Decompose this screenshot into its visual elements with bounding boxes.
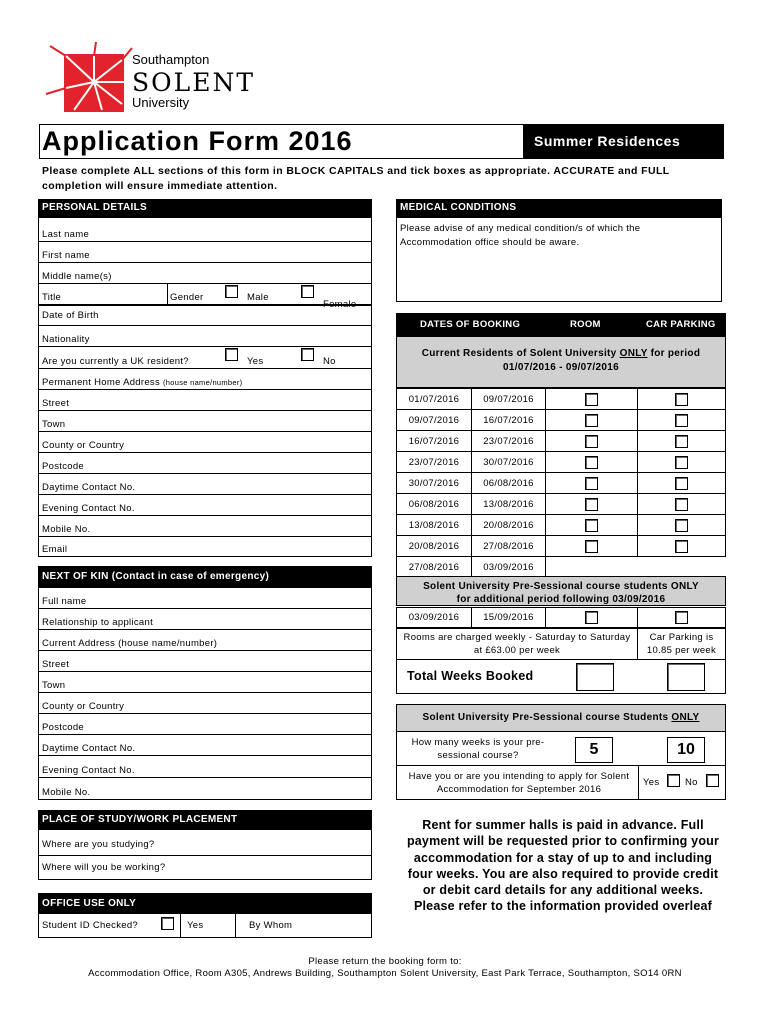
- evening-row[interactable]: [39, 495, 371, 516]
- presessional-students-banner: Solent University Pre-Sessional course Students ONLY: [396, 704, 726, 732]
- booking-car-cell: [637, 472, 726, 494]
- kin-relationship-label: Relationship to applicant: [42, 617, 154, 628]
- booking-from-date: 23/07/2016: [396, 451, 472, 473]
- postcode-row[interactable]: [39, 453, 371, 474]
- last-name-label: Last name: [42, 229, 90, 240]
- booking-room-checkbox[interactable]: [585, 414, 598, 427]
- booking-from-date: 09/07/2016: [396, 409, 472, 431]
- booking-from-date: 16/07/2016: [396, 430, 472, 452]
- kin-county-row[interactable]: [39, 693, 371, 714]
- total-weeks-section: [396, 660, 726, 694]
- col-dates: DATES OF BOOKING: [420, 319, 521, 330]
- car-rate-text: Car Parking is 10.85 per week: [646, 632, 717, 656]
- booking-car-cell: [637, 514, 726, 536]
- booking-to-date: 20/08/2016: [471, 514, 546, 536]
- office-section: [38, 914, 372, 938]
- id-checked-checkbox[interactable]: [161, 917, 174, 930]
- office-divider-1: [180, 914, 181, 937]
- solent-logo: [44, 40, 274, 112]
- car-rate-cell: [637, 628, 726, 660]
- uk-resident-no-label: No: [323, 356, 336, 367]
- town-row[interactable]: [39, 411, 371, 432]
- kin-address-label: Current Address (house name/number): [42, 638, 218, 649]
- mobile-label: Mobile No.: [42, 524, 91, 535]
- uk-resident-row: [39, 347, 371, 369]
- booking-room-checkbox[interactable]: [585, 456, 598, 469]
- booking-room-cell: [545, 514, 638, 536]
- presessional-car-checkbox[interactable]: [675, 611, 688, 624]
- first-name-label: First name: [42, 250, 90, 261]
- footer: [0, 956, 770, 980]
- street-row[interactable]: [39, 390, 371, 411]
- booking-room-cell: [545, 430, 638, 452]
- booking-room-cell: [545, 388, 638, 410]
- first-name-row[interactable]: [39, 242, 371, 263]
- studying-row[interactable]: [39, 830, 371, 856]
- presessional-apply-yes-checkbox[interactable]: [667, 774, 680, 787]
- rent-note: [404, 817, 722, 915]
- presessional-room-cell: [545, 607, 638, 628]
- presessional-apply-row: [396, 766, 726, 800]
- booking-room-cell: [545, 493, 638, 515]
- study-heading: [38, 810, 372, 830]
- booking-to-date: 16/07/2016: [471, 409, 546, 431]
- presessional-banner-title: Solent University Pre-Sessional course students ONLY for additional period following 03/09/2016: [423, 581, 699, 605]
- booking-to-date: 27/08/2016: [471, 535, 546, 557]
- page-title: Application Form 2016: [42, 126, 353, 156]
- presessional-weeks-10-box[interactable]: 10: [667, 737, 705, 763]
- booking-car-checkbox[interactable]: [675, 414, 688, 427]
- header-bar: [39, 124, 723, 159]
- booking-from-date: 27/08/2016: [396, 556, 472, 578]
- uk-resident-no-checkbox[interactable]: [301, 348, 314, 361]
- booking-from-date: 13/08/2016: [396, 514, 472, 536]
- next-of-kin-heading: [38, 566, 372, 588]
- kin-postcode-row[interactable]: [39, 714, 371, 735]
- male-label: Male: [247, 292, 269, 303]
- gender-label: Gender: [170, 292, 204, 303]
- male-checkbox[interactable]: [225, 285, 238, 298]
- medical-heading: [396, 199, 722, 218]
- booking-car-checkbox[interactable]: [675, 435, 688, 448]
- total-weeks-car-box[interactable]: [667, 663, 705, 691]
- booking-room-checkbox[interactable]: [585, 393, 598, 406]
- rent-note-overleaf: Please refer to the information provided overleaf: [413, 899, 713, 914]
- street-label: Street: [42, 398, 70, 409]
- office-title: OFFICE USE ONLY: [42, 898, 137, 909]
- kin-county-label: County or Country: [42, 701, 125, 712]
- home-address-label: Permanent Home Address (house name/number): [42, 377, 243, 388]
- starburst-logo-icon: [44, 40, 134, 112]
- kin-postcode-label: Postcode: [42, 722, 85, 733]
- id-checked-yes-label: Yes: [187, 920, 204, 931]
- title-divider: [167, 284, 168, 305]
- booking-to-date: 09/07/2016: [471, 388, 546, 410]
- booking-to-date: 30/07/2016: [471, 451, 546, 473]
- booking-car-cell: [637, 535, 726, 557]
- presessional-to: 15/09/2016: [471, 607, 546, 628]
- personal-details-heading: [38, 199, 372, 218]
- footer-line1: Please return the booking form to:: [308, 956, 462, 967]
- kin-daytime-label: Daytime Contact No.: [42, 743, 136, 754]
- kin-full-name-label: Full name: [42, 596, 87, 607]
- logo-line2: SOLENT: [132, 68, 256, 97]
- nationality-row[interactable]: [39, 326, 371, 347]
- uk-resident-yes-label: Yes: [247, 356, 264, 367]
- personal-details-section: [38, 218, 372, 557]
- booking-header: [396, 313, 726, 336]
- female-checkbox[interactable]: [301, 285, 314, 298]
- kin-street-row[interactable]: [39, 651, 371, 672]
- booking-room-cell: [545, 535, 638, 557]
- booking-to-date: 13/08/2016: [471, 493, 546, 515]
- middle-names-row[interactable]: [39, 263, 371, 284]
- booking-car-checkbox[interactable]: [675, 519, 688, 532]
- booking-room-checkbox[interactable]: [585, 540, 598, 553]
- intro-text: Please complete ALL sections of this form in BLOCK CAPITALS and tick boxes as appropriate. ACCURATE and FULL completion will ensure immediate attention.: [42, 165, 670, 192]
- presessional-weeks-question: How many weeks is your pre-sessional course?: [411, 737, 545, 761]
- presessional-car-cell: [637, 607, 726, 628]
- booking-room-cell: [545, 472, 638, 494]
- kin-street-label: Street: [42, 659, 70, 670]
- booking-car-cell: [637, 388, 726, 410]
- working-label: Where will you be working?: [42, 862, 166, 873]
- email-row[interactable]: [39, 537, 371, 557]
- current-residents-banner: [396, 336, 726, 388]
- kin-full-name-row[interactable]: [39, 588, 371, 609]
- presessional-apply-no-checkbox[interactable]: [706, 774, 719, 787]
- presessional-apply-divider: [638, 766, 639, 799]
- booking-car-cell: [637, 493, 726, 515]
- booking-from-date: 01/07/2016: [396, 388, 472, 410]
- booking-room-checkbox[interactable]: [585, 498, 598, 511]
- dob-row[interactable]: [39, 305, 371, 326]
- medical-text: Please advise of any medical condition/s of which the Accommodation office should be aware.: [400, 223, 641, 248]
- booking-room-cell: [545, 409, 638, 431]
- evening-label: Evening Contact No.: [42, 503, 135, 514]
- kin-address-row[interactable]: [39, 630, 371, 651]
- daytime-label: Daytime Contact No.: [42, 482, 136, 493]
- dob-label: Date of Birth: [42, 310, 99, 321]
- presessional-apply-question: Have you or are you intending to apply for Solent Accommodation for September 2016: [408, 771, 630, 795]
- total-weeks-room-box[interactable]: [576, 663, 614, 691]
- booking-car-checkbox[interactable]: [675, 540, 688, 553]
- study-title: PLACE OF STUDY/WORK PLACEMENT: [42, 814, 238, 825]
- kin-town-label: Town: [42, 680, 66, 691]
- daytime-row[interactable]: [39, 474, 371, 495]
- total-weeks-label: Total Weeks Booked: [407, 669, 534, 683]
- personal-details-title: PERSONAL DETAILS: [42, 202, 147, 213]
- booking-room-checkbox[interactable]: [585, 477, 598, 490]
- booking-car-cell: [637, 451, 726, 473]
- booking-car-checkbox[interactable]: [675, 477, 688, 490]
- col-car-parking: CAR PARKING: [646, 319, 716, 330]
- title-label: Title: [42, 292, 62, 303]
- kin-relationship-row[interactable]: [39, 609, 371, 630]
- uk-resident-label: Are you currently a UK resident?: [42, 356, 189, 367]
- county-label: County or Country: [42, 440, 125, 451]
- booking-room-checkbox[interactable]: [585, 435, 598, 448]
- presessional-from: 03/09/2016: [396, 607, 472, 628]
- presessional-weeks-5-box[interactable]: 5: [575, 737, 613, 763]
- county-row[interactable]: [39, 432, 371, 453]
- booking-to-date: 06/08/2016: [471, 472, 546, 494]
- logo-line1: Southampton: [132, 52, 210, 67]
- uk-resident-yes-checkbox[interactable]: [225, 348, 238, 361]
- working-row[interactable]: [39, 856, 371, 880]
- home-address-row[interactable]: [39, 369, 371, 390]
- mobile-row[interactable]: [39, 516, 371, 537]
- next-of-kin-section: [38, 588, 372, 800]
- presessional-banner: [396, 576, 726, 606]
- kin-mobile-label: Mobile No.: [42, 787, 91, 798]
- col-room: ROOM: [570, 319, 601, 330]
- medical-title: MEDICAL CONDITIONS: [400, 202, 517, 213]
- logo-line3: University: [132, 95, 190, 110]
- study-section: [38, 830, 372, 880]
- booking-from-date: 20/08/2016: [396, 535, 472, 557]
- kin-town-row[interactable]: [39, 672, 371, 693]
- current-residents-title: Current Residents of Solent University ONLY for period: [421, 348, 701, 359]
- booking-to-date: 03/09/2016: [471, 556, 546, 578]
- title-row: [39, 284, 371, 310]
- booking-from-date: 06/08/2016: [396, 493, 472, 515]
- booking-from-date: 30/07/2016: [396, 472, 472, 494]
- middle-names-label: Middle name(s): [42, 271, 112, 282]
- kin-mobile-row[interactable]: [39, 778, 371, 800]
- presessional-weeks-row: [396, 732, 726, 766]
- office-divider-2: [235, 914, 236, 937]
- office-heading: [38, 893, 372, 914]
- nationality-label: Nationality: [42, 334, 90, 345]
- room-rate-text: Rooms are charged weekly - Saturday to Saturday at £63.00 per week: [403, 632, 631, 656]
- room-rate-cell: [396, 628, 638, 660]
- female-label: Female: [323, 299, 357, 310]
- booking-car-checkbox[interactable]: [675, 456, 688, 469]
- by-whom-label: By Whom: [249, 920, 293, 931]
- footer-line2: Accommodation Office, Room A305, Andrews Building, Southampton Solent University, East Park Terrace, Southampton, SO14 0RN: [88, 968, 682, 979]
- kin-evening-row[interactable]: [39, 756, 371, 778]
- booking-car-checkbox[interactable]: [675, 498, 688, 511]
- booking-car-cell: [637, 430, 726, 452]
- booking-car-checkbox[interactable]: [675, 393, 688, 406]
- email-label: Email: [42, 544, 68, 555]
- presessional-apply-yes-label: Yes: [643, 777, 660, 788]
- postcode-label: Postcode: [42, 461, 85, 472]
- booking-room-cell: [545, 451, 638, 473]
- booking-room-checkbox[interactable]: [585, 519, 598, 532]
- kin-evening-label: Evening Contact No.: [42, 765, 135, 776]
- town-label: Town: [42, 419, 66, 430]
- rent-note-text: Rent for summer halls is paid in advance. Full payment will be requested prior to confirming your accommodation for a stay of up to and including four weeks. You are also required to provide credit or debit card details for any additional weeks.: [406, 818, 720, 898]
- booking-to-date: 23/07/2016: [471, 430, 546, 452]
- presessional-room-checkbox[interactable]: [585, 611, 598, 624]
- last-name-row[interactable]: [39, 218, 371, 242]
- next-of-kin-title: NEXT OF KIN (Contact in case of emergency): [42, 571, 270, 582]
- id-checked-label: Student ID Checked?: [42, 920, 139, 931]
- current-residents-period: 01/07/2016 - 09/07/2016: [503, 362, 619, 373]
- kin-daytime-row[interactable]: [39, 735, 371, 756]
- studying-label: Where are you studying?: [42, 839, 155, 850]
- booking-car-cell: [637, 409, 726, 431]
- presessional-apply-no-label: No: [685, 777, 698, 788]
- header-subtitle: Summer Residences: [534, 133, 681, 149]
- medical-section[interactable]: [396, 218, 722, 302]
